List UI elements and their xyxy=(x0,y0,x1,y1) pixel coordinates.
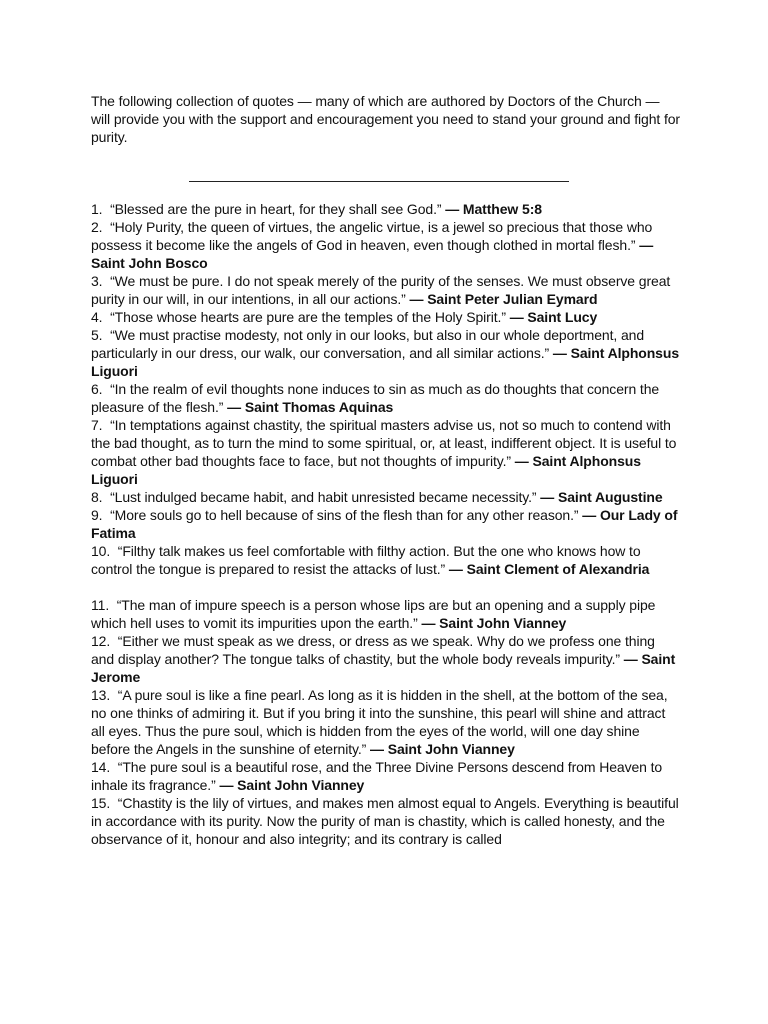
quote-item xyxy=(91,326,681,380)
quote-text: “Those whose hearts are pure are the temples of the Holy Spirit.” xyxy=(110,309,506,325)
quote-item xyxy=(91,632,681,686)
quote-author: — Saint John Vianney xyxy=(421,615,567,631)
quote-item xyxy=(91,506,681,542)
quote-text: “We must be pure. I do not speak merely of the purity of the senses. We must observe great purity in our will, in our intentions, in all our actions.” xyxy=(91,273,671,307)
quote-author: — Saint Clement of Alexandria xyxy=(448,561,650,577)
quote-number: 1. xyxy=(91,201,103,217)
quote-item xyxy=(91,380,681,416)
quote-number: 10. xyxy=(91,543,111,559)
intro-paragraph: The following collection of quotes — many of which are authored by Doctors of the Church — will provide you with the support and encouragement you need to stand your ground and fight for purity. xyxy=(91,93,680,145)
horizontal-divider xyxy=(189,181,569,182)
document-page xyxy=(91,92,681,848)
quote-number: 15. xyxy=(91,795,111,811)
quote-item xyxy=(91,596,681,632)
quote-text: “Either we must speak as we dress, or dress as we speak. Why do we profess one thing and display another? The tongue talks of chastity, but the whole body reveals impurity.” xyxy=(91,633,655,667)
quote-item xyxy=(91,200,681,218)
quote-item xyxy=(91,218,681,272)
quote-text: “The man of impure speech is a person whose lips are but an opening and a supply pipe which hell uses to vomit its impurities upon the earth.” xyxy=(91,597,656,631)
quote-number: 5. xyxy=(91,327,103,343)
quote-number: 2. xyxy=(91,219,103,235)
quote-text: “Blessed are the pure in heart, for they shall see God.” xyxy=(110,201,442,217)
quote-item xyxy=(91,794,681,848)
quote-text: “Chastity is the lily of virtues, and makes men almost equal to Angels. Everything is beautiful in accordance with its purity. Now the purity of man is chastity, which is called honesty, and the observance of it, honour and also integrity; and its contrary is called xyxy=(91,795,679,847)
quote-author: — Saint Lucy xyxy=(509,309,598,325)
quote-author: — Saint Alphonsus Liguori xyxy=(91,453,641,487)
quote-item xyxy=(91,308,681,326)
quote-number: 4. xyxy=(91,309,103,325)
quote-text: “The pure soul is a beautiful rose, and the Three Divine Persons descend from Heaven to inhale its fragrance.” xyxy=(91,759,663,793)
quote-item xyxy=(91,758,681,794)
quote-number: 14. xyxy=(91,759,111,775)
quote-author: — Saint Alphonsus Liguori xyxy=(91,345,680,379)
quote-author: — Saint John Bosco xyxy=(91,237,654,271)
quote-list xyxy=(91,200,681,848)
quote-text: “A pure soul is like a fine pearl. As long as it is hidden in the shell, at the bottom of the sea, no one thinks of admiring it. But if you bring it into the sunshine, this pearl will shine and attract all eyes. Thus the pure soul, which is hidden from the eyes of the world, will one day shine before the Angels in the sunshine of eternity.” xyxy=(91,687,668,757)
quote-author: — Saint Augustine xyxy=(540,489,663,505)
quote-item xyxy=(91,488,681,506)
quote-author: — Matthew 5:8 xyxy=(445,201,542,217)
quote-author: — Saint Jerome xyxy=(91,651,676,685)
quote-text: “We must practise modesty, not only in our looks, but also in our whole deportment, and particularly in our dress, our walk, our conversation, and all similar actions.” xyxy=(91,327,645,361)
quote-text: “More souls go to hell because of sins of the flesh than for any other reason.” xyxy=(110,507,579,523)
quote-number: 12. xyxy=(91,633,111,649)
quote-author: — Saint Thomas Aquinas xyxy=(227,399,394,415)
quote-item xyxy=(91,542,681,578)
quote-number: 3. xyxy=(91,273,103,289)
quote-number: 6. xyxy=(91,381,103,397)
quote-author: — Our Lady of Fatima xyxy=(91,507,678,541)
quote-text: “In the realm of evil thoughts none induces to sin as much as do thoughts that concern the pleasure of the flesh.” xyxy=(91,381,660,415)
quote-number: 11. xyxy=(91,597,110,613)
paragraph-gap xyxy=(91,578,681,596)
quote-text: “Holy Purity, the queen of virtues, the angelic virtue, is a jewel so precious that those who possess it become like the angels of God in heaven, even though clothed in mortal flesh.” xyxy=(91,219,653,253)
quote-item xyxy=(91,416,681,488)
quote-text: “Filthy talk makes us feel comfortable with filthy action. But the one who knows how to control the tongue is prepared to resist the attacks of lust.” xyxy=(91,543,641,577)
quote-number: 7. xyxy=(91,417,103,433)
quote-number: 8. xyxy=(91,489,103,505)
quote-number: 9. xyxy=(91,507,103,523)
quote-text: “Lust indulged became habit, and habit unresisted became necessity.” xyxy=(110,489,537,505)
quote-author: — Saint John Vianney xyxy=(370,741,515,757)
quote-item xyxy=(91,272,681,308)
quote-number: 13. xyxy=(91,687,111,703)
quote-author: — Saint Peter Julian Eymard xyxy=(409,291,598,307)
quote-text: “In temptations against chastity, the spiritual masters advise us, not so much to contend with the bad thought, as to turn the mind to some spiritual, or, at least, indifferent object. It is useful to combat other bad thoughts face to face, but not thoughts of impurity.” xyxy=(91,417,677,469)
quote-author: — Saint John Vianney xyxy=(219,777,365,793)
quote-item xyxy=(91,686,681,758)
